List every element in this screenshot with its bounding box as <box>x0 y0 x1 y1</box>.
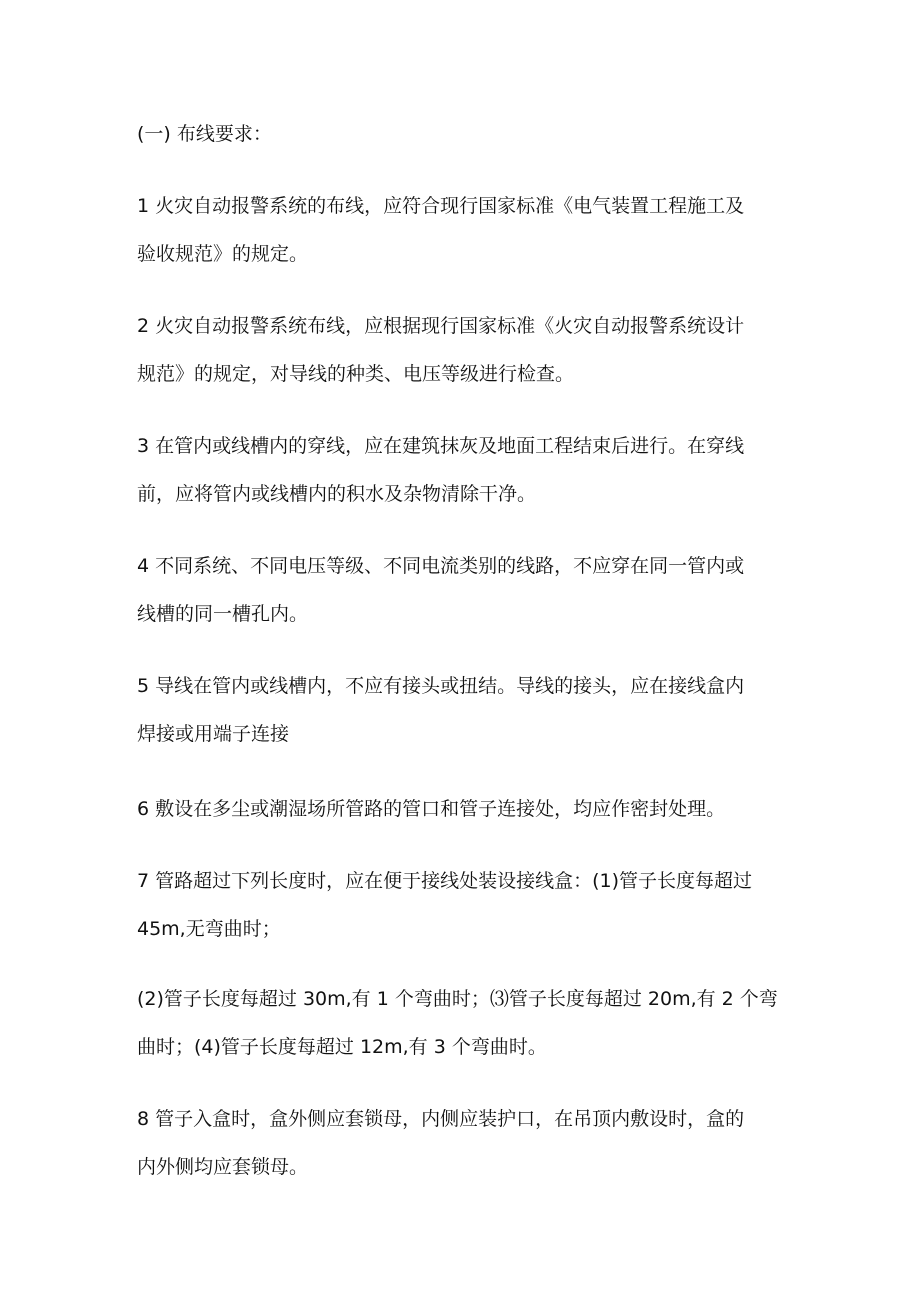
paragraph-9 <box>137 1095 797 1191</box>
paragraph-line: 3 在管内或线槽内的穿线，应在建筑抹灰及地面工程结束后进行。在穿线 <box>137 435 745 457</box>
paragraph-7 <box>137 857 797 953</box>
paragraph-line: 线槽的同一槽孔内。 <box>137 603 309 625</box>
paragraph-line: 1 火灾自动报警系统的布线，应符合现行国家标准《电气装置工程施工及 <box>137 195 745 217</box>
paragraph-line: 规范》的规定，对导线的种类、电压等级进行检查。 <box>137 363 575 385</box>
section-heading: (一) 布线要求： <box>137 123 272 145</box>
paragraph-line: 4 不同系统、不同电压等级、不同电流类别的线路，不应穿在同一管内或 <box>137 555 745 577</box>
paragraph-line: 45m,无弯曲时； <box>137 918 281 940</box>
paragraph-3 <box>137 422 797 518</box>
paragraph-line: (2)管子长度每超过 30m,有 1 个弯曲时；⑶管子长度每超过 20m,有 2 个弯 <box>137 988 778 1010</box>
paragraph-5 <box>137 662 797 758</box>
paragraph-8 <box>137 975 797 1071</box>
paragraph-line: 8 管子入盒时，盒外侧应套锁母，内侧应装护口，在吊顶内敷设时，盒的 <box>137 1108 745 1130</box>
paragraph-1 <box>137 182 797 278</box>
paragraph-line: 曲时；(4)管子长度每超过 12m,有 3 个弯曲时。 <box>137 1036 547 1058</box>
paragraph-4 <box>137 542 797 638</box>
paragraph-line: 6 敷设在多尘或潮湿场所管路的管口和管子连接处，均应作密封处理。 <box>137 798 726 820</box>
paragraph-line: 内外侧均应套锁母。 <box>137 1156 309 1178</box>
paragraph-line: 7 管路超过下列长度时，应在便于接线处装设接线盒：(1)管子长度每超过 <box>137 870 753 892</box>
paragraph-2 <box>137 302 797 398</box>
paragraph-line: 前，应将管内或线槽内的积水及杂物清除干净。 <box>137 483 537 505</box>
paragraph-line: 2 火灾自动报警系统布线，应根据现行国家标准《火灾自动报警系统设计 <box>137 315 745 337</box>
paragraph-line: 5 导线在管内或线槽内，不应有接头或扭结。导线的接头，应在接线盒内 <box>137 675 745 697</box>
paragraph-line: 验收规范》的规定。 <box>137 243 309 265</box>
paragraph-line: 焊接或用端子连接 <box>137 723 290 745</box>
paragraph-6 <box>137 785 797 833</box>
